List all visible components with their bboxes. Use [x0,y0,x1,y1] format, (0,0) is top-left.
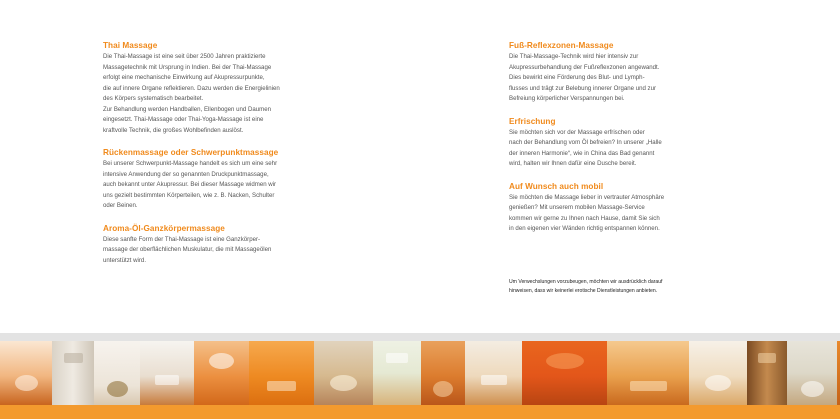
photo-highlight [546,353,584,369]
strip-bottom-band [0,405,840,419]
section-mobil [509,181,723,235]
photo-highlight [64,353,83,363]
section-heading: Rückenmassage oder Schwerpunktmassage [103,148,279,157]
photo-highlight [107,381,128,397]
photo-highlight [705,375,731,391]
photo-tile-orchid-towel [249,341,314,405]
photo-highlight [481,375,507,385]
photo-tile-orange-room [421,341,465,405]
strip-top-band [0,333,840,341]
section-rueckenmassage [103,147,315,212]
photo-strip [0,341,840,405]
section-thai-massage [103,40,315,136]
section-text: Sie möchten sich vor der Massage erfrischen oder nach der Behandlung vom Öl befreien? In unserer „Halle der inneren Harmonie“, wie in China das Bad genannt wird, halten wir Ihnen dafür eine Dusche bereit. [509,128,662,167]
right-column [509,40,723,246]
photo-highlight [267,381,296,391]
disclaimer-note: Um Verwechslungen vorzubeugen, möchten wir ausdrücklich darauf hinweisen, dass wir keinerlei erotische Dienstleistungen anbieten. [509,279,663,294]
left-column [103,40,315,277]
photo-tile-bamboo-vase [94,341,140,405]
section-text: Die Thai-Massage ist eine seit über 2500 Jahren praktizierte Massagetechnik mit Ursprung in Indien. Bei der Thai-Massage erfolgt eine mechanische Einwirkung auf Akupressurpunkte, die auf innere Organe reflektieren. Dazu werden die Energielinien des Körpers systematisch bearbeitet. Zur Behandlung werden Handballen, Ellenbogen und Daumen eingesetzt. Thai-Massage oder Thai-Yoga-Massage ist eine kraftvolle Technik, die großes Wohlbefinden auslöst. [103,53,280,134]
section-erfrischung [509,116,723,170]
section-heading: Thai Massage [103,41,158,50]
section-text: Sie möchten die Massage lieber in vertrauter Atmosphäre genießen? Mit unserem mobilen Massage-Service kommen wir gerne zu Ihnen nach Hause, damit Sie sich in den eigenen vier Wänden richtig entspannen können. [509,193,665,232]
photo-tile-warm-room [607,341,689,405]
photo-highlight [758,353,776,363]
photo-tile-lamp-interior [314,341,373,405]
section-text: Bei unserer Schwerpunkt-Massage handelt es sich um eine sehr intensive Anwendung der so genannten Druckpunktmassage, auch bekannt unter Akupressur. Bei dieser Massage widmen wir uns gezielt bestimmten Körperteilen, wie z. B. Nacken, Schulter oder Beinen. [103,160,278,209]
photo-highlight [801,381,824,397]
photo-highlight [630,381,667,391]
photo-tile-stones-towel [194,341,249,405]
section-fuss-reflexzonen [509,40,723,105]
photo-tile-wood-panel [747,341,787,405]
photo-tile-window-room [140,341,194,405]
section-text: Die Thai-Massage-Technik wird hier intensiv zur Akupressurbehandlung der Fußreflexzonen angewandt. Dies bewirkt eine Förderung des Blut- und Lymph- flusses und trägt zur Belebung innerer Organe und zur Befreiung körperlicher Verspannungen bei. [509,53,660,102]
photo-highlight [330,375,357,391]
section-text: Diese sanfte Form der Thai-Massage ist eine Ganzkörper- massage der oberflächlichen Muskulatur, die mit Massageölen unterstützt wird. [103,235,272,264]
photo-highlight [433,381,453,397]
photo-highlight [386,353,408,363]
section-heading: Erfrischung [509,116,556,126]
photo-tile-bed-window [465,341,522,405]
photo-tile-daisy [373,341,421,405]
photo-tile-bright-room [689,341,747,405]
section-heading: Fuß-Reflexzonen-Massage [509,41,614,50]
section-heading: Aroma-Öl-Ganzkörpermassage [103,223,225,233]
section-aroma-oel [103,223,315,267]
photo-tile-towel-fold [522,341,607,405]
photo-highlight [209,353,234,369]
photo-tile-massage-room [0,341,52,405]
photo-tile-bamboo-screen [52,341,94,405]
photo-highlight [155,375,179,385]
photo-tile-daisy-2 [787,341,837,405]
photo-highlight [15,375,38,391]
section-heading: Auf Wunsch auch mobil [509,181,604,191]
